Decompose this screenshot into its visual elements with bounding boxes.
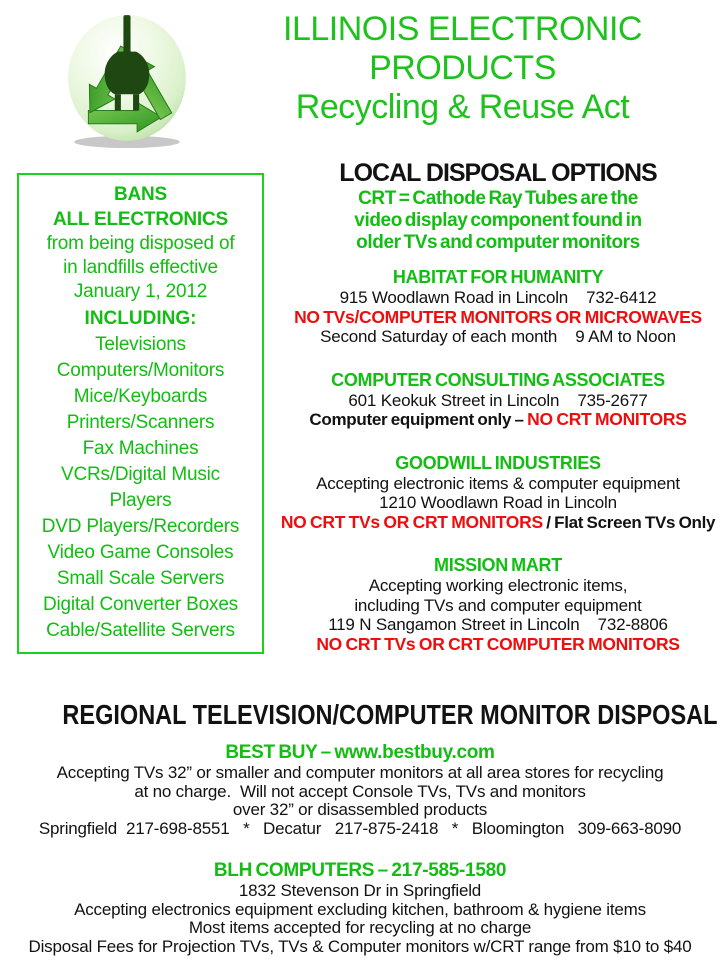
org-line xyxy=(278,596,718,616)
org-name: BEST BUY – www.bestbuy.com xyxy=(225,742,495,763)
org-block xyxy=(278,266,718,347)
bans-heading: ALL ELECTRONICS xyxy=(52,209,229,230)
regional-orgs-list xyxy=(0,742,720,956)
bans-item: Computers/Monitors xyxy=(56,360,225,381)
bans-body-line: from being disposed of xyxy=(46,233,235,254)
page-title xyxy=(210,10,715,127)
org-line xyxy=(278,513,718,533)
org-block xyxy=(0,742,720,838)
org-text: 915 Woodlawn Road in Lincoln 732-6412 xyxy=(339,288,657,307)
org-text: at no charge. Will not accept Console TVs, TVs and monitors xyxy=(134,781,586,801)
bans-item: Printers/Scanners xyxy=(66,412,215,433)
org-line xyxy=(0,882,720,901)
crt-note-line: CRT = Cathode Ray Tubes are the xyxy=(358,188,638,209)
including-label: INCLUDING: xyxy=(84,308,197,329)
local-disposal-section xyxy=(278,160,718,654)
org-block xyxy=(0,860,720,956)
bans-item: Mice/Keyboards xyxy=(73,386,208,407)
title-line-3: Recycling & Reuse Act xyxy=(295,88,630,126)
org-text: Most items accepted for recycling at no charge xyxy=(188,918,532,937)
org-line xyxy=(278,410,718,430)
org-text: Disposal Fees for Projection TVs, TVs & Computer monitors w/CRT range from $10 to $40 xyxy=(28,936,692,956)
local-orgs-list xyxy=(278,266,718,654)
org-text: over 32” or disassembled products xyxy=(232,800,488,819)
logo-graphic xyxy=(62,4,196,150)
org-line xyxy=(278,576,718,596)
warning-text: NO TVs/COMPUTER MONITORS OR MICROWAVES xyxy=(294,306,702,327)
org-line xyxy=(278,493,718,513)
regional-section xyxy=(0,700,720,956)
bans-item: VCRs/Digital Music Players xyxy=(61,464,220,511)
org-line xyxy=(0,764,720,783)
bans-item: Fax Machines xyxy=(82,438,199,459)
bans-item: Televisions xyxy=(95,334,186,355)
org-line xyxy=(278,474,718,494)
org-text: Accepting working electronic items, xyxy=(368,576,628,595)
bans-body-line: in landfills effective xyxy=(63,257,218,278)
org-line xyxy=(278,615,718,635)
title-line-1: ILLINOIS ELECTRONIC xyxy=(283,10,642,48)
org-line xyxy=(0,919,720,938)
org-block xyxy=(278,452,718,533)
org-text: Second Saturday of each month 9 AM to Noon xyxy=(320,327,676,346)
org-name: GOODWILL INDUSTRIES xyxy=(395,452,601,473)
org-text: including TVs and computer equipment xyxy=(354,595,642,615)
org-text: 1832 Stevenson Dr in Springfield xyxy=(238,881,482,900)
org-line xyxy=(278,391,718,411)
bans-heading: BANS xyxy=(113,184,168,205)
bans-item: Digital Converter Boxes xyxy=(43,594,238,615)
org-line xyxy=(0,783,720,802)
org-text: Accepting electronic items & computer equipment xyxy=(316,473,680,493)
warning-text: NO CRT MONITORS xyxy=(527,409,687,429)
org-line xyxy=(0,801,720,820)
org-name: BLH COMPUTERS – 217-585-1580 xyxy=(213,860,507,881)
title-line-2: PRODUCTS xyxy=(369,49,556,87)
org-text: Accepting TVs 32” or smaller and computer monitors at all area stores for recycling xyxy=(56,763,664,782)
recycle-plug-logo xyxy=(62,4,196,150)
local-disposal-heading: LOCAL DISPOSAL OPTIONS xyxy=(339,159,657,187)
org-text: 601 Keokuk Street in Lincoln 735-2677 xyxy=(348,390,648,410)
crt-definition-note xyxy=(278,188,718,254)
org-line xyxy=(0,820,720,839)
org-text: Computer equipment only – xyxy=(309,410,528,429)
org-text: Springfield 217-698-8551 * Decatur 217-875-2418 * Bloomington 309-663-8090 xyxy=(38,818,682,838)
crt-note-line: older TVs and computer monitors xyxy=(356,232,640,253)
org-name: COMPUTER CONSULTING ASSOCIATES xyxy=(331,369,665,390)
org-block xyxy=(278,369,718,430)
org-line xyxy=(0,901,720,920)
bans-item: Video Game Consoles xyxy=(47,542,234,563)
bans-item: Small Scale Servers xyxy=(56,568,225,589)
org-line xyxy=(278,327,718,347)
warning-text: NO CRT TVs OR CRT MONITORS xyxy=(280,511,543,532)
org-line xyxy=(0,938,720,957)
org-text: / Flat Screen TVs Only xyxy=(542,512,716,532)
org-name: MISSION MART xyxy=(434,555,562,575)
bans-items xyxy=(31,332,250,644)
regional-heading: REGIONAL TELEVISION/COMPUTER MONITOR DISPOSAL xyxy=(62,699,718,730)
bans-item: DVD Players/Recorders xyxy=(41,516,240,537)
org-text: 1210 Woodlawn Road in Lincoln xyxy=(379,493,617,512)
crt-note-line: video display component found in xyxy=(354,210,642,231)
org-text: 119 N Sangamon Street in Lincoln 732-8806 xyxy=(328,615,668,634)
warning-text: NO CRT TVs OR CRT COMPUTER MONITORS xyxy=(316,633,680,654)
org-line xyxy=(278,308,718,328)
org-name: HABITAT FOR HUMANITY xyxy=(392,267,604,287)
org-block xyxy=(278,554,718,654)
bans-box xyxy=(17,173,264,654)
bans-body-line: January 1, 2012 xyxy=(73,281,208,302)
org-line xyxy=(278,288,718,308)
org-text: Accepting electronics equipment excluding kitchen, bathroom & hygiene items xyxy=(74,899,646,919)
bans-item: Cable/Satellite Servers xyxy=(46,620,235,641)
org-line xyxy=(278,635,718,655)
